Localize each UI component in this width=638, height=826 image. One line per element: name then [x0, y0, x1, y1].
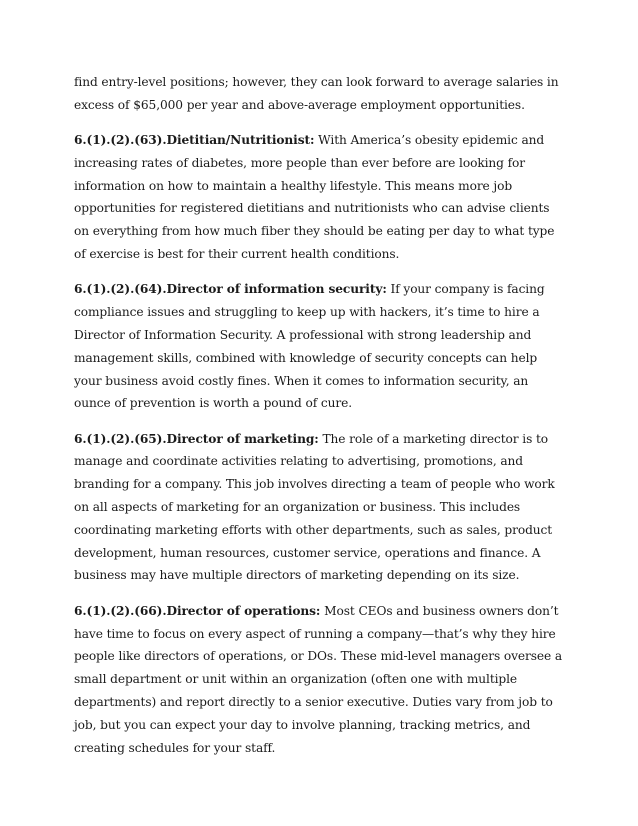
- section-heading: 6.(1).(2).(65).Director of marketing:: [74, 431, 319, 446]
- section-heading: 6.(1).(2).(66).Director of operations:: [74, 603, 321, 618]
- section-director-information-security: [74, 278, 566, 415]
- section-body: Most CEOs and business owners don’t have time to focus on every aspect of running a company—that’s why they hire people like directors of operations, or DOs. These mid-level managers oversee a small department or unit within an organization (often one with multiple departments) and report directly to a senior executive. Duties vary from job to job, but you can expect your day to involve planning, tracking metrics, and creating schedules for your staff.: [74, 603, 563, 755]
- section-dietitian-nutritionist: [74, 129, 566, 266]
- intro-paragraph: [74, 71, 566, 117]
- section-body: The role of a marketing director is to manage and coordinate activities relating to advertising, promotions, and branding for a company. This job involves directing a team of people who work on all aspects of marketing for an organization or business. This includes coordinating marketing efforts with other departments, such as sales, product development, human resources, customer service, operations and finance. A business may have multiple directors of marketing depending on its size.: [74, 431, 555, 583]
- section-body: With America’s obesity epidemic and increasing rates of diabetes, more people than ever before are looking for information on how to maintain a healthy lifestyle. This means more job opportunities for registered dietitians and nutritionists who can advise clients on everything from how much fiber they should be eating per day to what type of exercise is best for their current health conditions.: [74, 133, 555, 262]
- document-page: [74, 71, 566, 772]
- section-director-marketing: [74, 428, 566, 588]
- intro-text: find entry-level positions; however, they can look forward to average salaries in excess of $65,000 per year and above-average employment opportunities.: [74, 75, 559, 112]
- section-director-operations: [74, 600, 566, 760]
- section-heading: 6.(1).(2).(63).Dietitian/Nutritionist:: [74, 133, 315, 148]
- section-body: If your company is facing compliance issues and struggling to keep up with hackers, it’s time to hire a Director of Information Security. A professional with strong leadership and management skills, combined with knowledge of security concepts can help your business avoid costly fines. When it comes to information security, an ounce of prevention is worth a pound of cure.: [74, 282, 545, 411]
- section-heading: 6.(1).(2).(64).Director of information security:: [74, 282, 387, 297]
